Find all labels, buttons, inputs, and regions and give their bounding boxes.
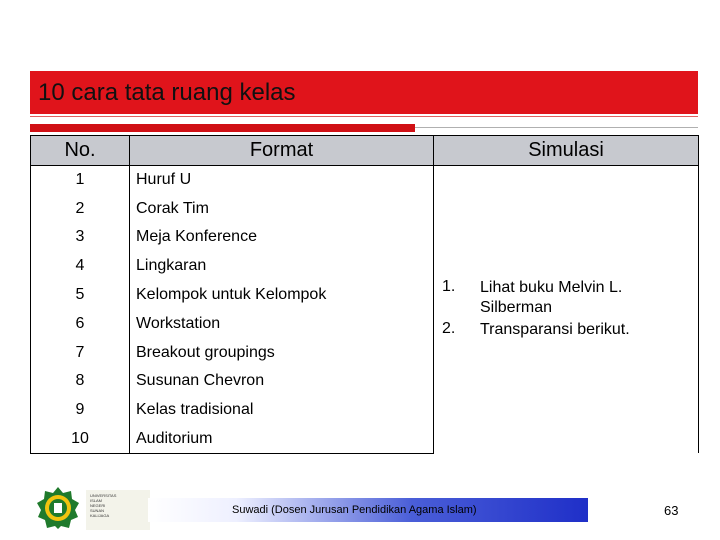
row-number: 4: [31, 252, 130, 281]
row-format: Susunan Chevron: [130, 367, 434, 396]
row-number: 8: [31, 367, 130, 396]
row-number: 3: [31, 223, 130, 252]
row-number: 5: [31, 281, 130, 310]
header-simulasi: Simulasi: [434, 136, 699, 166]
accent-line: [415, 127, 698, 128]
list-text: Transparansi berikut.: [480, 320, 630, 338]
list-text: Lihat buku Melvin L. Silberman: [480, 278, 623, 316]
page-number: 63: [664, 503, 679, 518]
table-row: [31, 166, 699, 195]
institution-label: [86, 490, 150, 530]
row-format: Corak Tim: [130, 194, 434, 223]
layout-table: [30, 135, 699, 454]
row-format: Auditorium: [130, 425, 434, 454]
row-format: Lingkaran: [130, 252, 434, 281]
list-number: 2.: [442, 319, 456, 337]
institution-line: ISLAM: [90, 498, 103, 503]
row-format: Breakout groupings: [130, 338, 434, 367]
list-item: [434, 278, 692, 318]
institution-line: UNIVERSITAS: [90, 493, 117, 498]
row-format: Huruf U: [130, 166, 434, 195]
list-item: [434, 320, 692, 340]
row-format: Meja Konference: [130, 223, 434, 252]
row-number: 10: [31, 425, 130, 454]
university-emblem-icon: [36, 486, 80, 530]
institution-line: KALIJAGA: [90, 513, 110, 518]
simulasi-cell: [434, 166, 699, 454]
row-number: 9: [31, 396, 130, 425]
row-number: 7: [31, 338, 130, 367]
title-divider: [30, 116, 698, 117]
institution-line: NEGERI: [90, 503, 106, 508]
row-number: 1: [31, 166, 130, 195]
accent-strip: [30, 124, 415, 132]
row-format: Kelompok untuk Kelompok: [130, 281, 434, 310]
footer-credit: Suwadi (Dosen Jurusan Pendidikan Agama Islam): [232, 504, 477, 516]
row-number: 2: [31, 194, 130, 223]
row-format: Kelas tradisional: [130, 396, 434, 425]
simulasi-list: [434, 278, 692, 340]
row-format: Workstation: [130, 309, 434, 338]
slide-title: 10 cara tata ruang kelas: [30, 71, 698, 114]
header-no: No.: [31, 136, 130, 166]
header-format: Format: [130, 136, 434, 166]
row-number: 6: [31, 309, 130, 338]
institution-line: SUNAN: [90, 508, 105, 513]
table-header-row: [31, 136, 699, 166]
list-number: 1.: [442, 277, 456, 295]
